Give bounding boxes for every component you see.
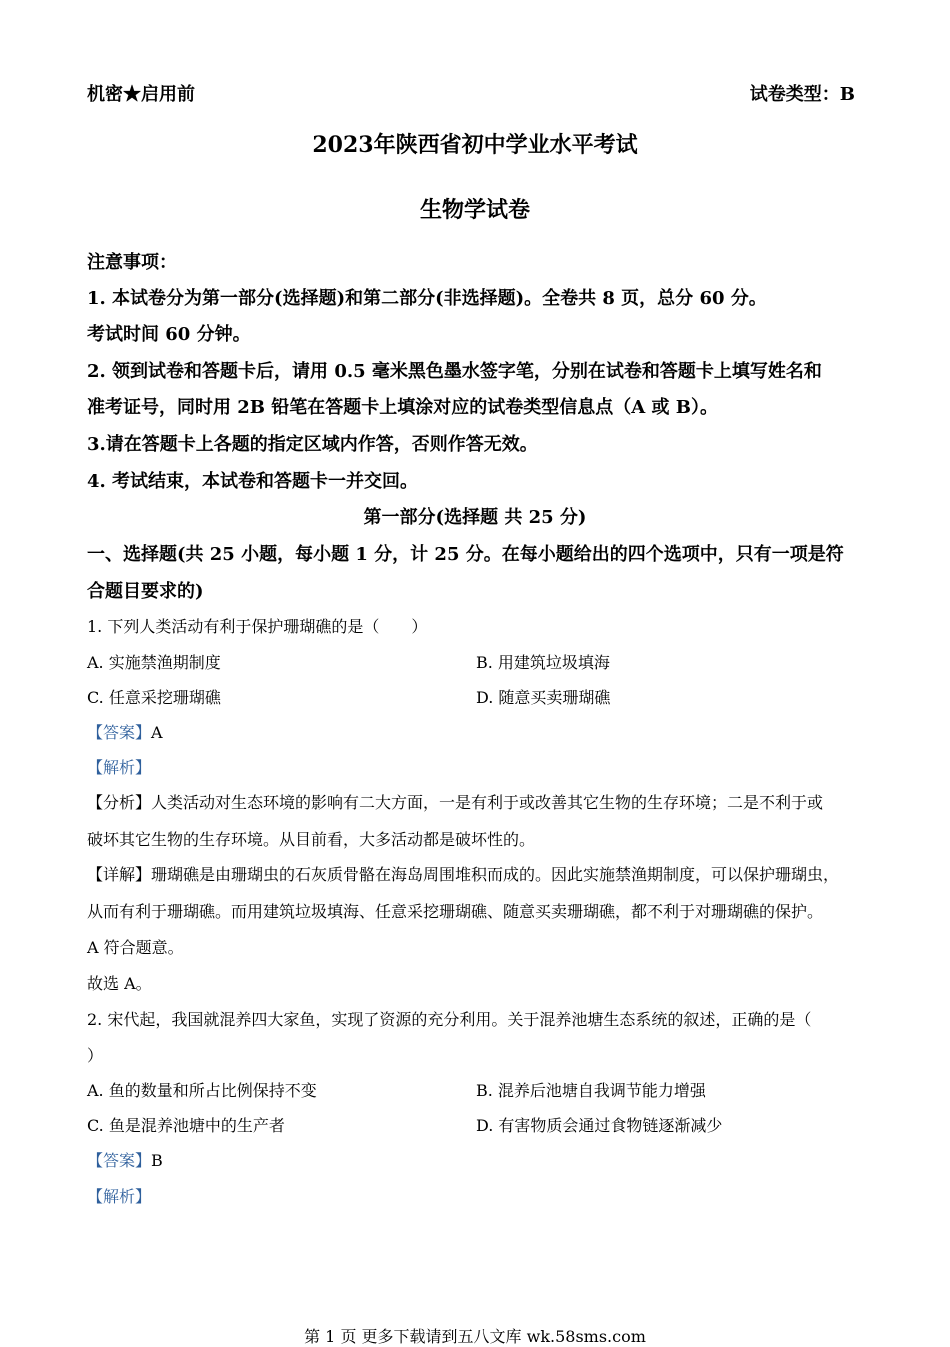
paper-type-label: 试卷类型：B xyxy=(749,84,855,105)
q1-fenxi xyxy=(87,790,823,813)
page-title: 2023年陕西省初中学业水平考试 xyxy=(312,132,638,158)
detail-tag: 【详解】 xyxy=(87,865,152,884)
q2-stem-cont: ） xyxy=(87,1046,104,1065)
notes-heading: 注意事项： xyxy=(87,252,177,273)
section-instructions: 一、选择题(共 25 小题，每小题 1 分，计 25 分。在每小题给出的四个选项中，只有一项是符 xyxy=(87,544,844,565)
q2-option-a: A. 鱼的数量和所占比例保持不变 xyxy=(87,1081,317,1100)
notes-item-4: 4. 考试结束，本试卷和答题卡一并交回。 xyxy=(87,471,419,492)
q1-option-d: D. 随意买卖珊瑚礁 xyxy=(476,688,611,707)
q1-detail-cont-2: A 符合题意。 xyxy=(87,938,184,957)
notes-item-1: 1. 本试卷分为第一部分(选择题)和第二部分(非选择题)。全卷共 8 页，总分 60 分。 xyxy=(87,288,767,309)
notes-item-2-cont: 准考证号，同时用 2B 铅笔在答题卡上填涂对应的试卷类型信息点（A 或 B）。 xyxy=(87,397,718,418)
q2-answer xyxy=(87,1148,163,1171)
detail-text: 珊瑚礁是由珊瑚虫的石灰质骨骼在海岛周围堆积而成的。因此实施禁渔期制度，可以保护珊瑚虫， xyxy=(151,865,840,884)
q1-option-a: A. 实施禁渔期制度 xyxy=(87,653,221,672)
answer-tag: 【答案】 xyxy=(87,723,152,742)
q2-option-c: C. 鱼是混养池塘中的生产者 xyxy=(87,1116,285,1135)
q1-conclusion: 故选 A。 xyxy=(87,974,152,993)
notes-item-2: 2. 领到试卷和答题卡后，请用 0.5 毫米黑色墨水签字笔，分别在试卷和答题卡上填写姓名和 xyxy=(87,361,822,382)
q1-detail-cont: 从而有利于珊瑚礁。而用建筑垃圾填海、任意采挖珊瑚礁、随意买卖珊瑚礁，都不利于对珊瑚礁的保护。 xyxy=(87,902,824,921)
q1-stem: 1. 下列人类活动有利于保护珊瑚礁的是（ ） xyxy=(87,617,428,636)
section-instructions-cont: 合题目要求的) xyxy=(87,581,204,602)
page-footer: 第 1 页 更多下载请到五八文库 wk.58sms.com xyxy=(304,1327,646,1346)
confidential-label: 机密★启用前 xyxy=(87,84,195,105)
q2-stem: 2. 宋代起，我国就混养四大家鱼，实现了资源的充分利用。关于混养池塘生态系统的叙述，正确的是（ xyxy=(87,1010,812,1029)
q2-option-b: B. 混养后池塘自我调节能力增强 xyxy=(476,1081,706,1100)
q1-answer xyxy=(87,720,163,743)
fenxi-tag: 【分析】 xyxy=(87,793,152,812)
q2-option-d: D. 有害物质会通过食物链逐渐减少 xyxy=(476,1116,723,1135)
part1-heading: 第一部分(选择题 共 25 分) xyxy=(363,507,587,528)
q1-option-c: C. 任意采挖珊瑚礁 xyxy=(87,688,221,707)
answer-tag: 【答案】 xyxy=(87,1151,152,1170)
answer-value: A xyxy=(151,723,163,742)
fenxi-text: 人类活动对生态环境的影响有二大方面，一是有利于或改善其它生物的生存环境；二是不利于或 xyxy=(151,793,824,812)
notes-item-1-cont: 考试时间 60 分钟。 xyxy=(87,324,251,345)
answer-value: B xyxy=(151,1151,163,1170)
page-subtitle: 生物学试卷 xyxy=(419,197,530,223)
q1-fenxi-cont: 破坏其它生物的生存环境。从目前看，大多活动都是破坏性的。 xyxy=(87,830,536,849)
q1-option-b: B. 用建筑垃圾填海 xyxy=(476,653,610,672)
q1-analysis-tag: 【解析】 xyxy=(87,758,152,777)
q1-detail xyxy=(87,862,839,885)
notes-item-3: 3.请在答题卡上各题的指定区域内作答，否则作答无效。 xyxy=(87,434,538,455)
q2-analysis-tag: 【解析】 xyxy=(87,1187,152,1206)
